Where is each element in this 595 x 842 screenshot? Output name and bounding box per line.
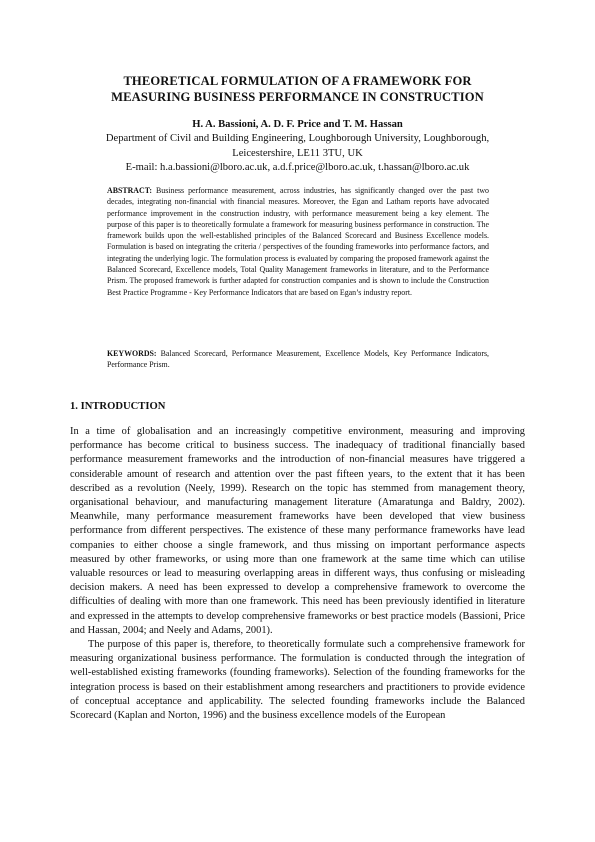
- body-paragraph-2: The purpose of this paper is, therefore, to theoretically formulate such a comprehensive framework for measuring organizational business performance. The formulation is conducted through the integration of well-established existing frameworks (founding frameworks). Selection of the founding frameworks for the integration process is based on their establishment among researchers and practitioners to provide evidence of conceptual acceptance and applicability. The selected founding frameworks include the Balanced Scorecard (Kaplan and Norton, 1996) and the business excellence models of the European: [70, 639, 525, 722]
- abstract-label: ABSTRACT:: [107, 186, 157, 195]
- introduction-body: [70, 425, 525, 723]
- keywords-label: KEYWORDS:: [107, 349, 161, 358]
- affiliation: [60, 132, 535, 161]
- paper-title: [70, 73, 525, 105]
- contact-email: E-mail: h.a.bassioni@lboro.ac.uk, a.d.f.price@lboro.ac.uk, t.hassan@lboro.ac.uk: [125, 162, 470, 173]
- body-paragraph-1: In a time of globalisation and an increasingly competitive environment, measuring and improving performance has become critical to business success. The inadequacy of traditional financially based performance measurement frameworks and the introduction of non-financial measures have triggered a considerable amount of research and attention over the past fifteen years, to the extent that it has been described as a revolution (Neely, 1999). Research on the topic has stemmed from management theory, organisational behaviour, and manufacturing management literature (Amaratunga and Baldry, 2002). Meanwhile, many performance measurement frameworks have been developed that view business performance from different perspectives. The existence of these many performance frameworks have lead companies to either choose a single framework, and thus missing on important performance aspects measured by other frameworks, or using more than one framework at the same time which can utilise valuable resources or lead to measuring overlapping areas in different ways, thus confusing or misleading decision makers. A need has been expressed to develop a comprehensive framework to overcome the difficulties of dealing with more than one framework. This need has been previously identified in literature and expressed in the attempts to develop comprehensive frameworks or best practice models (Bassioni, Price and Hassan, 2004; and Neely and Adams, 2001).: [70, 426, 525, 636]
- author-list: H. A. Bassioni, A. D. F. Price and T. M. Hassan: [192, 119, 403, 130]
- section-heading-introduction: 1. INTRODUCTION: [70, 401, 166, 412]
- keywords: [107, 348, 489, 371]
- keywords-text: Balanced Scorecard, Performance Measurement, Excellence Models, Key Performance Indicators, Performance Prism.: [107, 349, 490, 370]
- title-line-1: THEORETICAL FORMULATION OF A FRAMEWORK FOR: [123, 74, 472, 88]
- abstract: [107, 185, 489, 298]
- abstract-text: Business performance measurement, across industries, has significantly changed over the past two decades, integrating non-financial with financial measures. Moreover, the Egan and Latham reports have advocated performance improvement in the construction industry, with performance measurement being a key element. The purpose of this paper is to theoretically formulate a framework for measuring business performance in construction. The framework builds upon the well-established principles of the Balanced Scorecard and Business Excellence models. Formulation is based on integrating the criteria / perspectives of the founding frameworks into performance factors, and integrating the underlying logic. The formulation process is evaluated by comparing the proposed framework against the Balanced Scorecard, Excellence models, Total Quality Management frameworks in literature, and to the Performance Prism. The proposed framework is further adapted for construction companies and is shown to include the Construction Best Practice Programme - Key Performance Indicators that are based on Egan’s industry report.: [107, 186, 489, 297]
- title-line-2: MEASURING BUSINESS PERFORMANCE IN CONSTRUCTION: [111, 90, 484, 104]
- affiliation-line-2: Leicestershire, LE11 3TU, UK: [232, 147, 363, 159]
- affiliation-line-1: Department of Civil and Building Engineering, Loughborough University, Loughborough,: [105, 133, 490, 144]
